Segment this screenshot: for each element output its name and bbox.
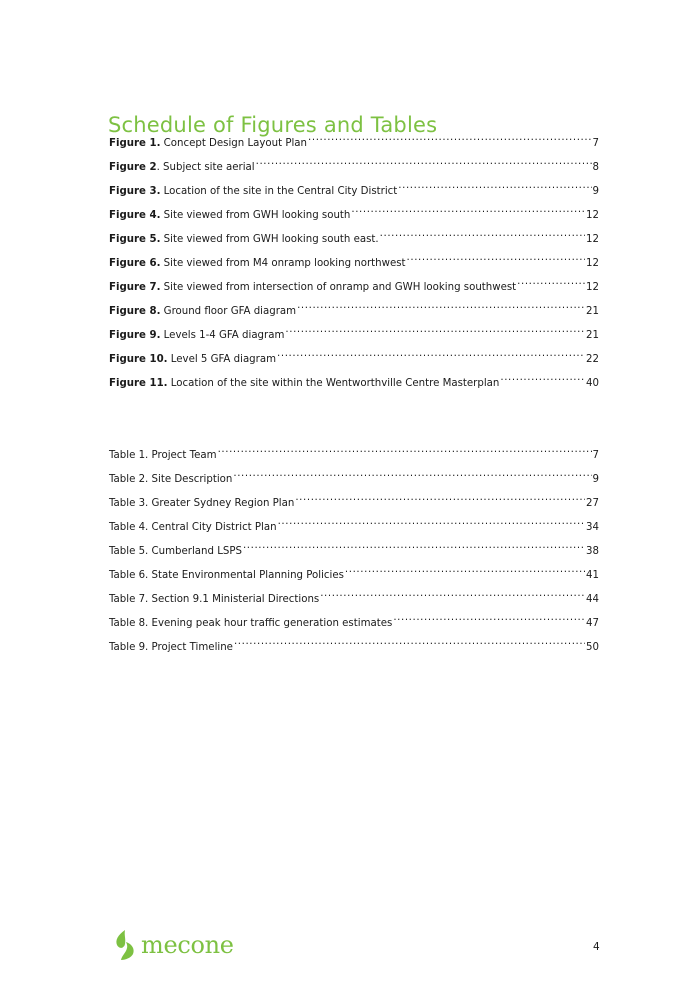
dot-leader xyxy=(243,541,585,554)
table-caption: Table 9. Project Timeline xyxy=(109,642,233,653)
dot-leader xyxy=(351,205,585,218)
figure-caption: . Subject site aerial xyxy=(156,162,255,173)
figure-entry-6[interactable] xyxy=(109,253,599,277)
figure-entry-10[interactable] xyxy=(109,349,599,373)
company-logo xyxy=(112,929,234,961)
page-number: 4 xyxy=(593,941,600,953)
figure-caption: Site viewed from GWH looking south xyxy=(160,210,351,221)
figure-entry-5[interactable] xyxy=(109,229,599,253)
figure-page-number: 12 xyxy=(586,258,599,269)
page-title: Schedule of Figures and Tables xyxy=(108,113,438,138)
dot-leader xyxy=(234,637,585,650)
dot-leader xyxy=(295,493,585,506)
table-caption: Table 5. Cumberland LSPS xyxy=(109,546,242,557)
table-entry-6[interactable] xyxy=(109,565,599,589)
figure-caption: Site viewed from GWH looking south east. xyxy=(160,234,379,245)
dot-leader xyxy=(517,277,585,290)
figures-list xyxy=(109,133,599,397)
figure-caption: Location of the site within the Wentworthville Centre Masterplan xyxy=(167,378,500,389)
dot-leader xyxy=(500,373,585,386)
dot-leader xyxy=(320,589,585,602)
figure-entry-1[interactable] xyxy=(109,133,599,157)
table-entry-7[interactable] xyxy=(109,589,599,613)
tables-list xyxy=(109,445,599,661)
figure-entry-8[interactable] xyxy=(109,301,599,325)
table-page-number: 9 xyxy=(592,474,599,485)
table-page-number: 27 xyxy=(586,498,599,509)
figure-page-number: 9 xyxy=(592,186,599,197)
table-caption: Table 6. State Environmental Planning Policies xyxy=(109,570,344,581)
dot-leader xyxy=(393,613,585,626)
table-page-number: 7 xyxy=(592,450,599,461)
figure-page-number: 12 xyxy=(586,234,599,245)
figure-caption: Level 5 GFA diagram xyxy=(167,354,277,365)
table-page-number: 47 xyxy=(586,618,599,629)
figure-page-number: 21 xyxy=(586,330,599,341)
table-entry-8[interactable] xyxy=(109,613,599,637)
figure-label: Figure 11. xyxy=(109,378,168,389)
figure-caption: Levels 1-4 GFA diagram xyxy=(160,330,285,341)
table-page-number: 34 xyxy=(586,522,599,533)
dot-leader xyxy=(233,469,591,482)
logo-wordmark: mecone xyxy=(141,931,234,959)
table-entry-5[interactable] xyxy=(109,541,599,565)
figure-label: Figure 3. xyxy=(109,186,161,197)
table-caption: Table 2. Site Description xyxy=(109,474,233,485)
table-entry-9[interactable] xyxy=(109,637,599,661)
figure-page-number: 12 xyxy=(586,282,599,293)
table-entry-3[interactable] xyxy=(109,493,599,517)
figure-label: Figure 7. xyxy=(109,282,161,293)
dot-leader xyxy=(398,181,591,194)
figure-caption: Concept Design Layout Plan xyxy=(160,138,308,149)
figure-entry-2[interactable] xyxy=(109,157,599,181)
table-caption: Table 7. Section 9.1 Ministerial Directions xyxy=(109,594,320,605)
figure-label: Figure 1. xyxy=(109,138,161,149)
dot-leader xyxy=(256,157,592,170)
dot-leader xyxy=(407,253,586,266)
dot-leader xyxy=(297,301,585,314)
dot-leader xyxy=(218,445,592,458)
figure-page-number: 40 xyxy=(586,378,599,389)
table-caption: Table 3. Greater Sydney Region Plan xyxy=(109,498,295,509)
figure-page-number: 8 xyxy=(592,162,599,173)
figure-entry-9[interactable] xyxy=(109,325,599,349)
dot-leader xyxy=(285,325,585,338)
figure-label: Figure 4. xyxy=(109,210,161,221)
table-page-number: 38 xyxy=(586,546,599,557)
dot-leader xyxy=(308,133,592,146)
figure-entry-3[interactable] xyxy=(109,181,599,205)
figure-entry-4[interactable] xyxy=(109,205,599,229)
figure-entry-11[interactable] xyxy=(109,373,599,397)
leaf-icon xyxy=(112,929,138,961)
table-page-number: 50 xyxy=(586,642,599,653)
table-caption: Table 8. Evening peak hour traffic generation estimates xyxy=(109,618,393,629)
figure-caption: Location of the site in the Central City District xyxy=(160,186,398,197)
dot-leader xyxy=(345,565,585,578)
table-entry-1[interactable] xyxy=(109,445,599,469)
table-caption: Table 4. Central City District Plan xyxy=(109,522,277,533)
figure-caption: Site viewed from intersection of onramp and GWH looking southwest xyxy=(160,282,517,293)
figure-label: Figure 2 xyxy=(109,162,157,173)
table-page-number: 44 xyxy=(586,594,599,605)
figure-caption: Site viewed from M4 onramp looking northwest xyxy=(160,258,406,269)
table-entry-2[interactable] xyxy=(109,469,599,493)
table-page-number: 41 xyxy=(586,570,599,581)
dot-leader xyxy=(278,517,585,530)
figure-page-number: 21 xyxy=(586,306,599,317)
figure-label: Figure 5. xyxy=(109,234,161,245)
figure-label: Figure 10. xyxy=(109,354,168,365)
table-entry-4[interactable] xyxy=(109,517,599,541)
figure-page-number: 7 xyxy=(592,138,599,149)
figure-page-number: 22 xyxy=(586,354,599,365)
figure-label: Figure 8. xyxy=(109,306,161,317)
figure-label: Figure 9. xyxy=(109,330,161,341)
table-caption: Table 1. Project Team xyxy=(109,450,217,461)
figure-page-number: 12 xyxy=(586,210,599,221)
figure-caption: Ground floor GFA diagram xyxy=(160,306,297,317)
figure-entry-7[interactable] xyxy=(109,277,599,301)
dot-leader xyxy=(380,229,585,242)
figure-label: Figure 6. xyxy=(109,258,161,269)
dot-leader xyxy=(277,349,585,362)
